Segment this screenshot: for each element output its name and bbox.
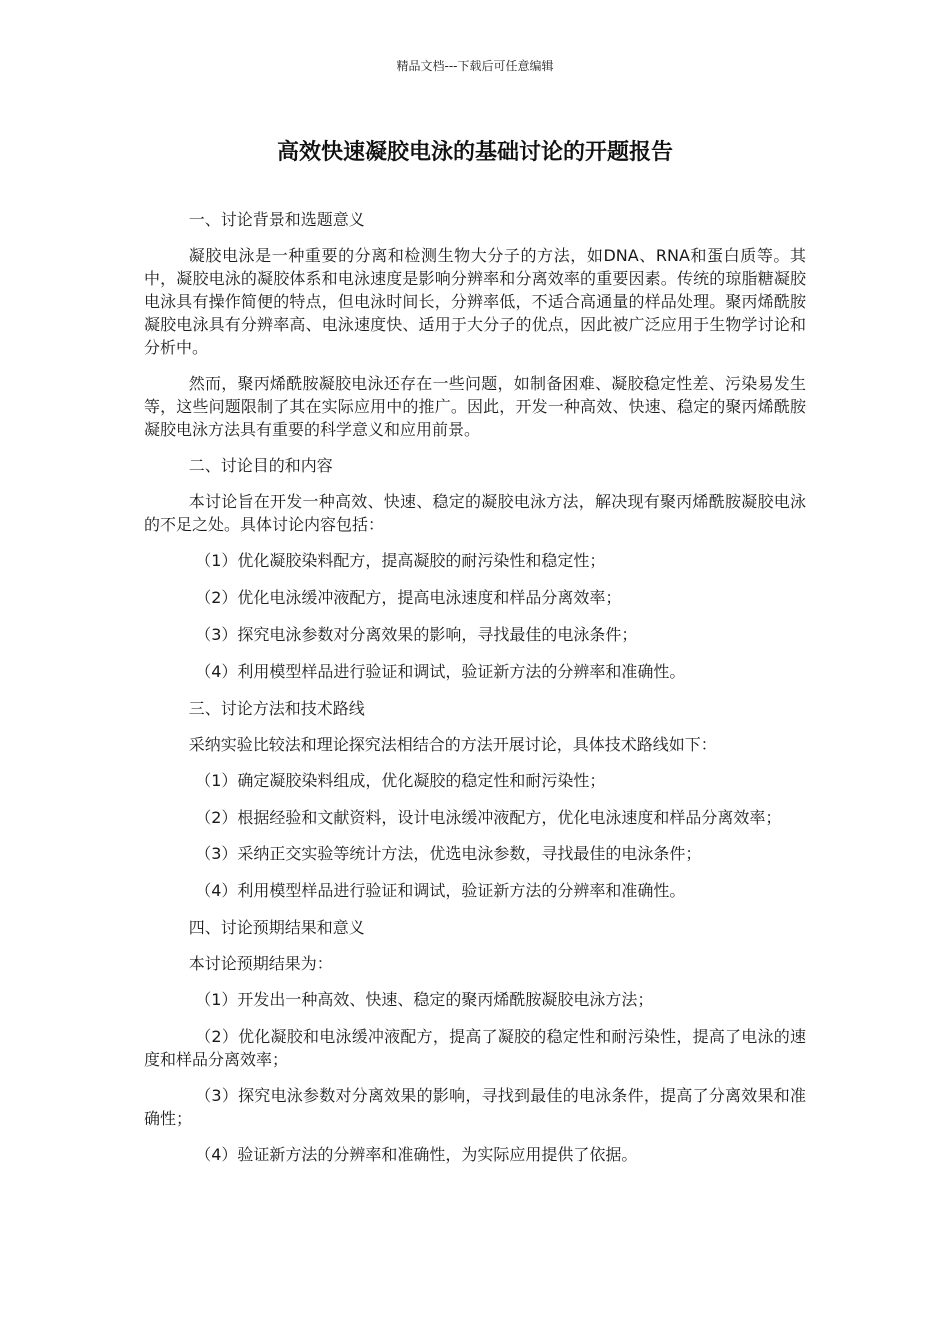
list-item: （4）利用模型样品进行验证和调试，验证新方法的分辨率和准确性。	[195, 881, 686, 900]
list-item: （2）优化凝胶和电泳缓冲液配方，提高了凝胶的稳定性和耐污染性，提高了电泳的速度和样品分离效率；	[144, 1027, 806, 1069]
list-item: （4）验证新方法的分辨率和准确性，为实际应用提供了依据。	[195, 1145, 638, 1164]
list-item: （2）根据经验和文献资料，设计电泳缓冲液配方，优化电泳速度和样品分离效率；	[195, 808, 782, 827]
paragraph-objectives-intro: 本讨论旨在开发一种高效、快速、稳定的凝胶电泳方法，解决现有聚丙烯酰胺凝胶电泳的不足之处。具体讨论内容包括：	[144, 492, 806, 534]
list-item: （3）探究电泳参数对分离效果的影响，寻找最佳的电泳条件；	[195, 625, 638, 644]
paragraph-background-1: 凝胶电泳是一种重要的分离和检测生物大分子的方法，如DNA、RNA和蛋白质等。其中，凝胶电泳的凝胶体系和电泳速度是影响分辨率和分离效率的重要因素。传统的琼脂糖凝胶电泳具有操作简便的特点，但电泳时间长，分辨率低，不适合高通量的样品处理。聚丙烯酰胺凝胶电泳具有分辨率高、电泳速度快、适用于大分子的优点，因此被广泛应用于生物学讨论和分析中。	[144, 246, 806, 357]
paragraph-methods-intro: 采纳实验比较法和理论探究法相结合的方法开展讨论，具体技术路线如下：	[188, 735, 717, 754]
list-item: （1）确定凝胶染料组成，优化凝胶的稳定性和耐污染性；	[195, 771, 606, 790]
page-header: 精品文档---下载后可任意编辑	[396, 59, 554, 73]
list-item: （1）开发出一种高效、快速、稳定的聚丙烯酰胺凝胶电泳方法；	[195, 990, 654, 1009]
section-heading-background: 一、讨论背景和选题意义	[188, 210, 365, 229]
list-item: （2）优化电泳缓冲液配方，提高电泳速度和样品分离效率；	[195, 588, 622, 607]
list-item: （4）利用模型样品进行验证和调试，验证新方法的分辨率和准确性。	[195, 662, 686, 681]
section-heading-methods: 三、讨论方法和技术路线	[188, 699, 365, 718]
paragraph-background-2: 然而，聚丙烯酰胺凝胶电泳还存在一些问题，如制备困难、凝胶稳定性差、污染易发生等，这些问题限制了其在实际应用中的推广。因此，开发一种高效、快速、稳定的聚丙烯酰胺凝胶电泳方法具有重要的科学意义和应用前景。	[144, 374, 806, 439]
document-title: 高效快速凝胶电泳的基础讨论的开题报告	[276, 140, 673, 165]
document-body	[144, 208, 806, 1180]
section-heading-objectives: 二、讨论目的和内容	[188, 456, 333, 475]
list-item: （3）采纳正交实验等统计方法，优选电泳参数，寻找最佳的电泳条件；	[195, 844, 702, 863]
section-heading-expected-results: 四、讨论预期结果和意义	[188, 918, 365, 937]
paragraph-results-intro: 本讨论预期结果为：	[188, 954, 333, 973]
list-item: （1）优化凝胶染料配方，提高凝胶的耐污染性和稳定性；	[195, 551, 606, 570]
list-item: （3）探究电泳参数对分离效果的影响，寻找到最佳的电泳条件，提高了分离效果和准确性；	[144, 1086, 806, 1128]
